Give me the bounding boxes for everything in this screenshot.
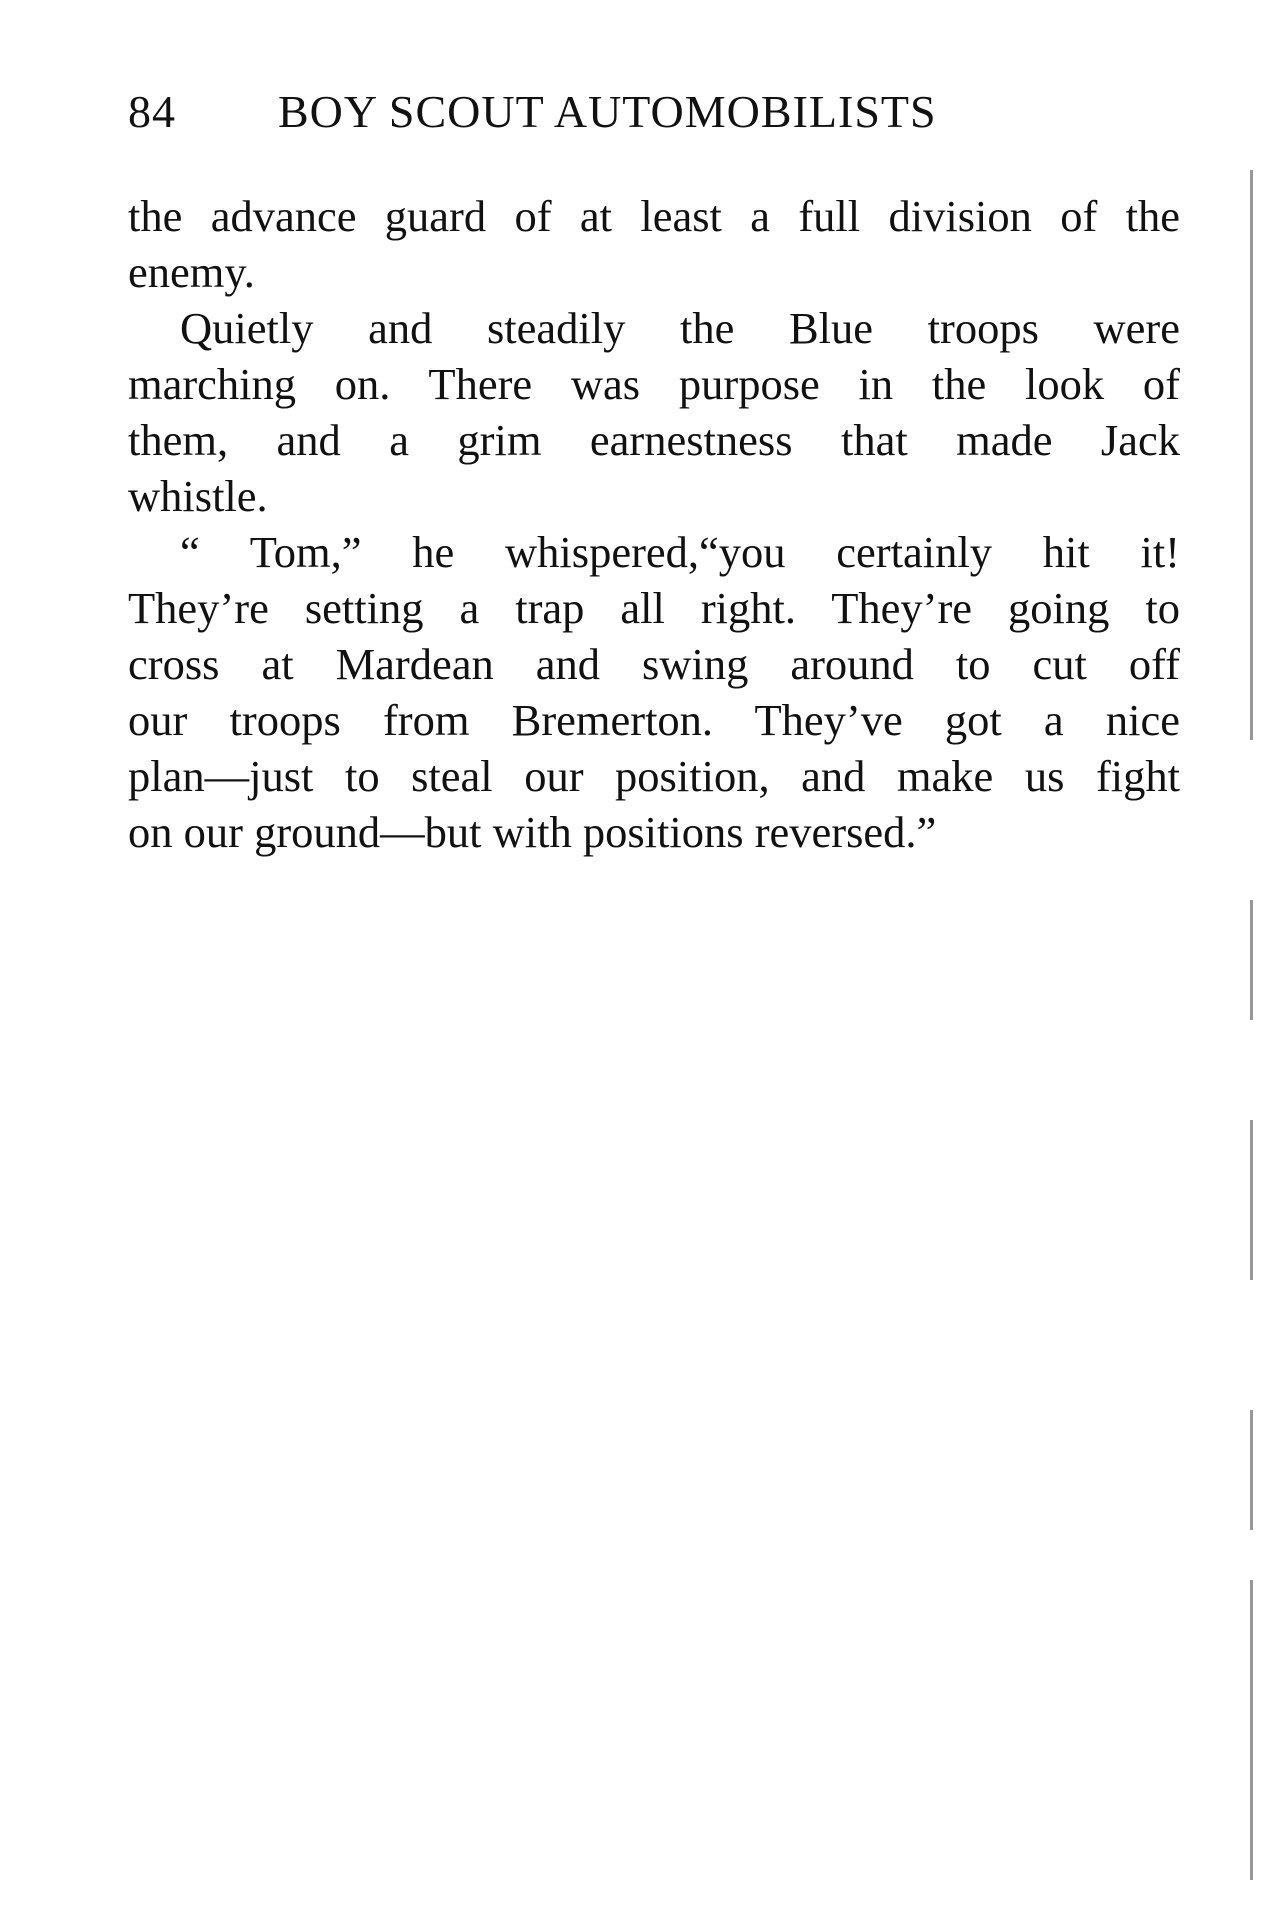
text-line: They’re setting a trap all right. They’re going to	[128, 583, 1180, 633]
page-edge-shadow	[1211, 0, 1271, 1907]
edge-mark	[1250, 900, 1253, 1020]
text-line: marching on. There was purpose in the look of	[128, 359, 1180, 409]
paragraph-1	[128, 188, 1180, 300]
paragraph-3	[128, 524, 1180, 860]
edge-mark	[1250, 170, 1253, 740]
page-header	[128, 82, 1028, 142]
text-line: whistle.	[128, 471, 268, 521]
text-line: our troops from Bremerton. They’ve got a nice	[128, 695, 1180, 745]
edge-mark	[1250, 1120, 1253, 1280]
text-line: the advance guard of at least a full division of the	[128, 191, 1180, 241]
text-line: on our ground—but with positions reversed.”	[128, 807, 937, 857]
edge-mark	[1250, 1410, 1253, 1530]
page-number: 84	[128, 86, 176, 137]
running-head: BOY SCOUT AUTOMOBILISTS	[278, 86, 937, 137]
text-line: plan—just to steal our position, and make us fight	[128, 751, 1180, 801]
text-line: Quietly and steadily the Blue troops were	[180, 303, 1180, 353]
edge-mark	[1250, 1580, 1253, 1880]
text-line: “ Tom,” he whispered,“you certainly hit it!	[180, 527, 1180, 577]
text-line: enemy.	[128, 247, 255, 297]
text-line: them, and a grim earnestness that made Jack	[128, 415, 1180, 465]
body-text	[128, 188, 1180, 860]
text-line: cross at Mardean and swing around to cut off	[128, 639, 1180, 689]
paragraph-2	[128, 300, 1180, 524]
